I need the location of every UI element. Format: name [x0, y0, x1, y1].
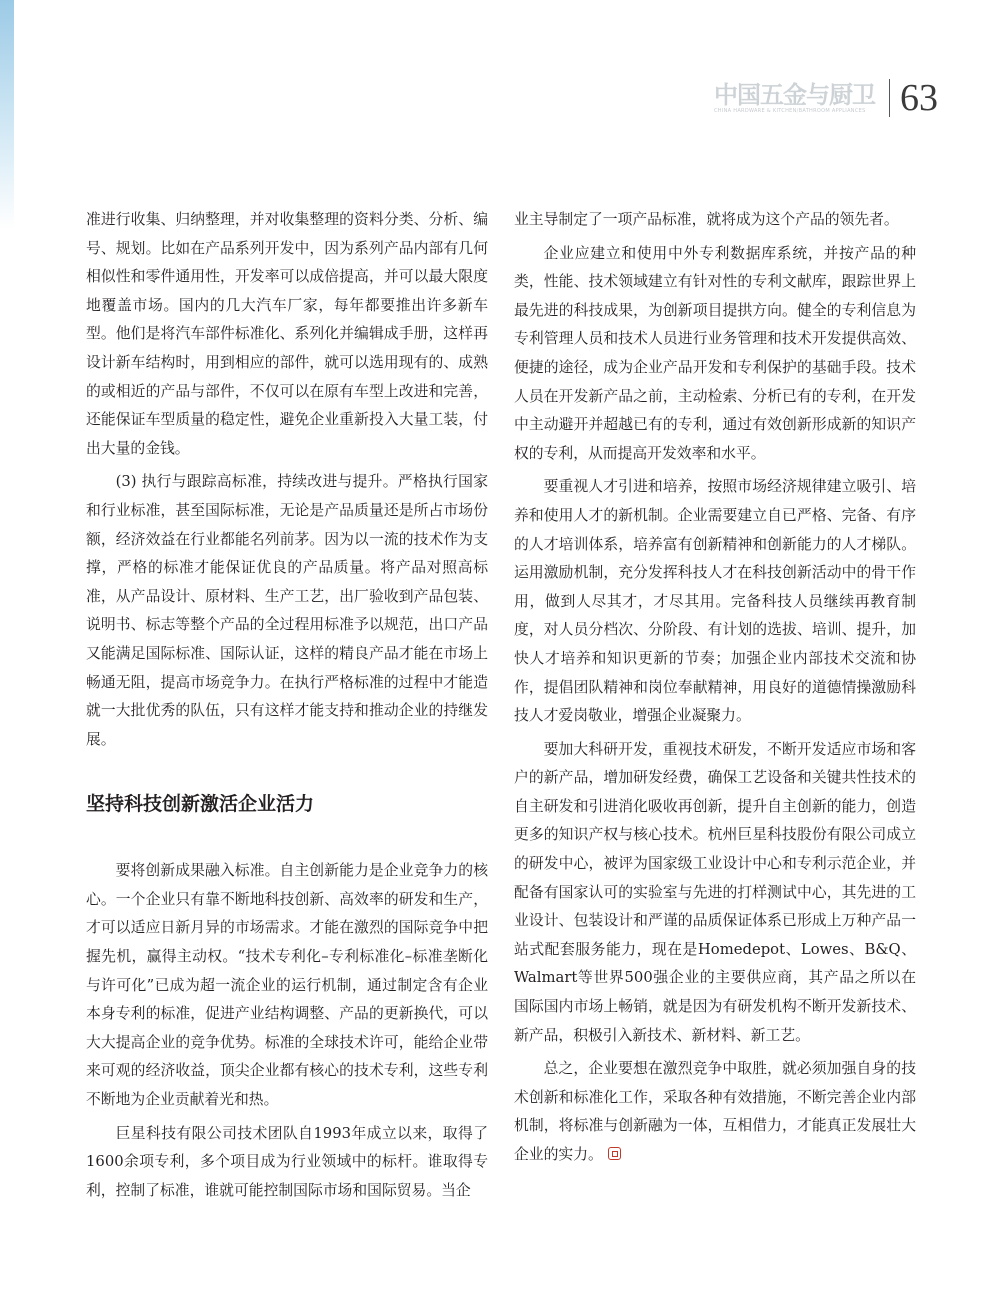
paragraph: 要重视人才引进和培养，按照市场经济规律建立吸引、培养和使用人才的新机制。企业需要建立自已严格、完备、有序的人才培训体系，培养富有创新精神和创新能力的人才梯队。运用激励机制，充分发挥科技人才在科技创新活动中的骨干作用，做到人尽其才，才尽其用。完备科技人员继续再教育制度，对人员分档次、分阶段、有计划的选拔、培训、提升，加快人才培养和知识更新的节奏；加强企业内部技术交流和协作，提倡团队精神和岗位奉献精神，用良好的道德情操激励科技人才爱岗敬业，增强企业凝聚力。 — [514, 478, 916, 725]
page-edge-decoration — [0, 0, 14, 230]
section-heading: 坚持科技创新激活企业活力 — [86, 793, 315, 816]
magazine-logo — [714, 82, 875, 115]
page-number: 63 — [900, 77, 938, 119]
left-column — [86, 206, 488, 1205]
paragraph: 准进行收集、归纳整理，并对收集整理的资料分类、分析、编号、规划。比如在产品系列开发中，因为系列产品内部有几何相似性和零件通用性，开发率可以成倍提高，并可以最大限度地覆盖市场。国内的几大汽车厂家，每年都要推出许多新车型。他们是将汽车部件标准化、系列化并编辑成手册，这样再设计新车结构时，用到相应的部件，就可以选用现有的、成熟的或相近的产品与部件，不仅可以在原有车型上改进和完善，还能保证车型质量的稳定性，避免企业重新投入大量工装，付出大量的金钱。 — [86, 211, 488, 457]
paragraph: 企业应建立和使用中外专利数据库系统，并按产品的种类，性能、技术领域建立有针对性的专利文献库，跟踪世界上最先进的科技成果，为创新项目提拱方向。健全的专利信息为专利管理人员和技术人员进行业务管理和技术开发提供高效、便捷的途径，成为企业产品开发和专利保护的基础手段。技术人员在开发新产品之前，主动检索、分析已有的专利，在开发中主动避开并超越已有的专利，通过有效创新形成新的知识产权的专利，从而提高开发效率和水平。 — [514, 244, 916, 462]
header-divider — [889, 79, 890, 117]
right-column — [514, 206, 916, 1170]
magazine-subtitle: CHINA HARDWARE & KITCHEN/BATHROOM APPLIANCES — [714, 107, 866, 114]
paragraph: 巨星科技有限公司技术团队自1993年成立以来，取得了1600余项专利，多个项目成为行业领域中的标杆。谁取得专利，控制了标准，谁就可能控制国际市场和国际贸易。当企 — [86, 1124, 488, 1199]
end-of-article-icon — [608, 1147, 621, 1160]
paragraph: 要将创新成果融入标准。自主创新能力是企业竞争力的核心。一个企业只有靠不断地科技创新、高效率的研发和生产，才可以适应日新月异的市场需求。才能在激烈的国际竞争中把握先机，赢得主动权。“技术专利化–专利标准化–标准垄断化与许可化”已成为超一流企业的运行机制，通过制定含有企业本身专利的标准，促进产业结构调整、产品的更新换代，可以大大提高企业的竞争优势。标准的全球技术许可，能给企业带来可观的经济收益，顶尖企业都有核心的技术专利，这些专利不断地为企业贡献着光和热。 — [86, 862, 488, 1109]
page-header — [714, 78, 938, 118]
magazine-name: 中国五金与厨卫 — [714, 80, 875, 109]
paragraph: 要加大科研开发，重视技术研发，不断开发适应市场和客户的新产品，增加研发经费，确保工艺设备和关键共性技术的自主研发和引进消化吸收再创新，提升自主创新的能力，创造更多的知识产权与核心技术。杭州巨星科技股份有限公司成立的研发中心，被评为国家级工业设计中心和专利示范企业，并配备有国家认可的实验室与先进的打样测试中心，其先进的工业设计、包装设计和严谨的品质保证体系已形成上万种产品一站式配套服务能力，现在是Homedepot、Lowes、B&Q、Walmart等世界500强企业的主要供应商，其产品之所以在国际国内市场上畅销，就是因为有研发机构不断开发新技术、新产品，积极引入新技术、新材料、新工艺。 — [514, 740, 916, 1044]
final-paragraph — [514, 1055, 916, 1169]
paragraph-text: 总之，企业要想在激烈竞争中取胜，就必须加强自身的技术创新和标准化工作，采取各种有效措施，不断完善企业内部机制，将标准与创新融为一体，互相借力，才能真正发展壮大企业的实力。 — [514, 1060, 916, 1163]
paragraph: 业主导制定了一项产品标准，就将成为这个产品的领先者。 — [514, 211, 899, 228]
paragraph: (3) 执行与跟踪高标准，持续改进与提升。严格执行国家和行业标准，甚至国际标准，无论是产品质量还是所占市场份额，经济效益在行业都能名列前茅。因为以一流的技术作为支撑，严格的标准才能保证优良的产品质量。将产品对照高标准，从产品设计、原材料、生产工艺，出厂验收到产品包装、说明书、标志等整个产品的全过程用标准予以规范，出口产品又能满足国际标准、国际认证，这样的精良产品才能在市场上畅通无阻，提高市场竞争力。在执行严格标准的过程中才能造就一大批优秀的队伍，只有这样才能支持和推动企业的持继发展。 — [86, 473, 488, 748]
